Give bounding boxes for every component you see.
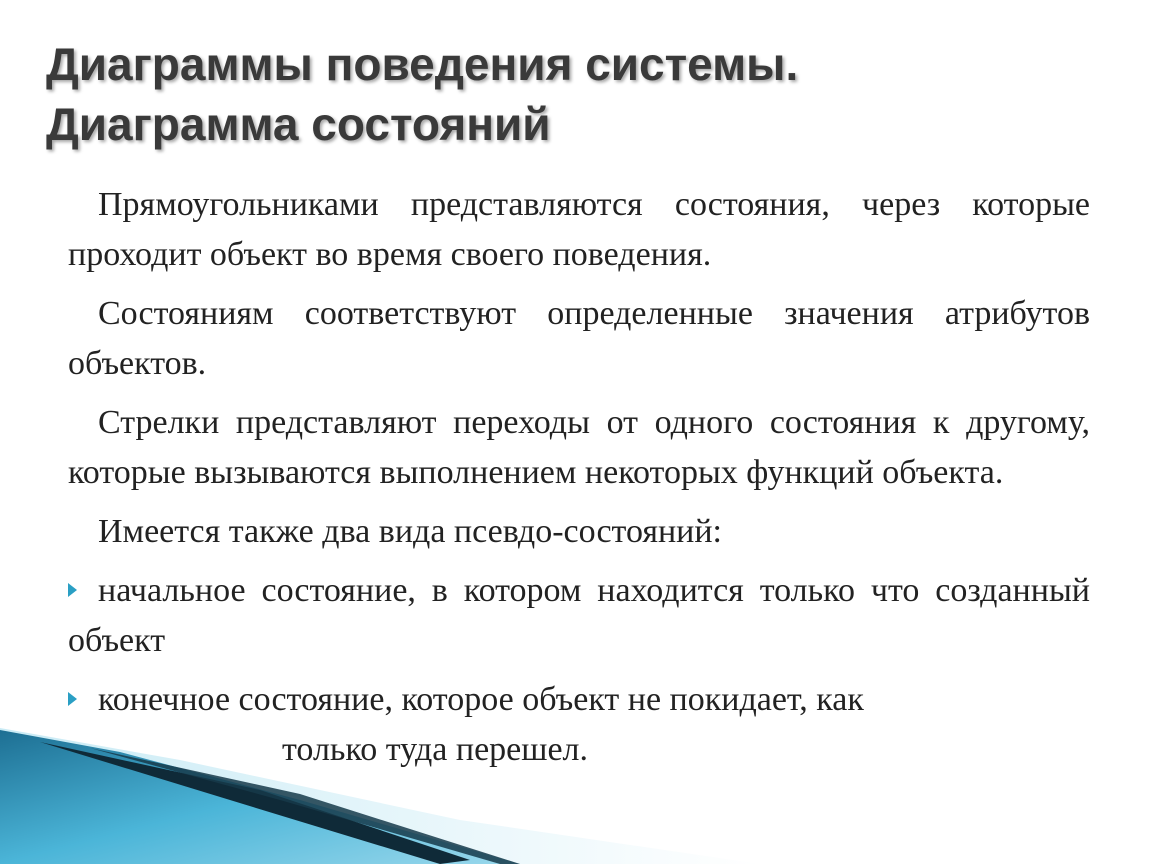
bullet-item-initial-text: начальное состояние, в котором находится только что созданный объект	[68, 572, 1090, 659]
slide-body	[68, 180, 1090, 775]
slide-title	[46, 34, 1106, 154]
paragraph-pseudo-states: Имеется также два вида псевдо-состояний:	[98, 513, 722, 550]
slide-title-line-1: Диаграммы поведения системы.	[46, 38, 799, 90]
paragraph-attributes: Состояниям соответствуют определенные значения атрибутов объектов.	[68, 295, 1090, 382]
bullet-item-final	[68, 675, 1090, 775]
paragraph-transitions: Стрелки представляют переходы от одного состояния к другому, которые вызываются выполнением некоторых функций объекта.	[68, 404, 1090, 491]
bullet-item-final-continuation: только туда перешел.	[282, 731, 588, 768]
paragraph-states: Прямоугольниками представляются состояния, через которые проходит объект во время своего поведения.	[68, 186, 1090, 273]
triangle-right-icon	[68, 692, 77, 706]
slide-title-line-2: Диаграмма состояний	[46, 98, 551, 150]
bullet-item-initial	[68, 566, 1090, 666]
bullet-item-final-text: конечное состояние, которое объект не покидает, как	[98, 681, 864, 718]
triangle-right-icon	[68, 583, 77, 597]
